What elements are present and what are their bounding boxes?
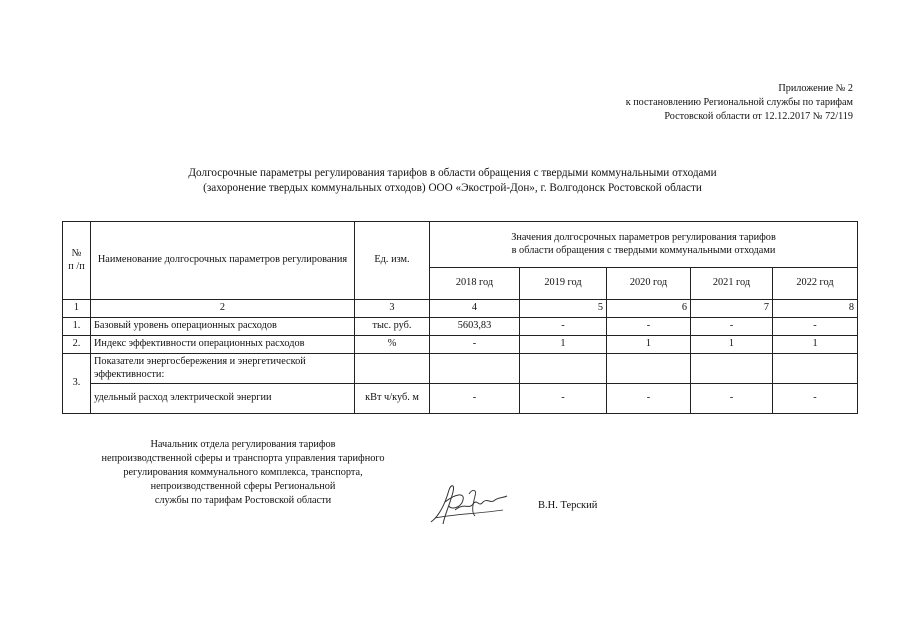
col-number: 5 <box>520 300 607 318</box>
row-value: 1 <box>520 336 607 354</box>
empty-cell <box>773 354 858 384</box>
row-name: Индекс эффективности операционных расходов <box>91 336 355 354</box>
header-values-line-2: в области обращения с твердыми коммунальными отходами <box>511 244 776 256</box>
row-num: 1. <box>63 318 91 336</box>
signer-title-line: службы по тарифам Ростовской области <box>154 495 332 506</box>
column-numbers-row <box>63 300 858 318</box>
handwritten-signature <box>425 480 515 528</box>
signer-title <box>78 438 408 508</box>
signer-title-line: непроизводственной сферы Региональной <box>150 481 336 492</box>
row-value: 1 <box>691 336 773 354</box>
row-unit: % <box>355 336 430 354</box>
signer-name: В.Н. Терский <box>538 500 598 511</box>
header-num-label: п /п <box>68 260 85 272</box>
year-2022: 2022 год <box>773 268 858 300</box>
row-value: 5603,83 <box>430 318 520 336</box>
row-value: - <box>520 318 607 336</box>
header-row <box>63 222 858 268</box>
row-value: 1 <box>607 336 691 354</box>
row-subname: удельный расход электрической энергии <box>91 384 355 414</box>
row-value: - <box>773 384 858 414</box>
header-values-line-1: Значения долгосрочных параметров регулирования тарифов <box>511 232 776 243</box>
parameters-table <box>62 221 858 414</box>
col-number: 2 <box>91 300 355 318</box>
col-number: 1 <box>63 300 91 318</box>
appendix-reference <box>626 82 853 124</box>
empty-cell <box>355 354 430 384</box>
header-num <box>63 222 91 300</box>
table-row <box>63 336 858 354</box>
header-num-sign: № <box>71 248 82 259</box>
signer-title-line: Начальник отдела регулирования тарифов <box>150 439 336 450</box>
row-name: Базовый уровень операционных расходов <box>91 318 355 336</box>
empty-cell <box>607 354 691 384</box>
header-unit: Ед. изм. <box>355 222 430 300</box>
empty-cell <box>430 354 520 384</box>
row-value: - <box>773 318 858 336</box>
document-title <box>80 166 825 196</box>
row-value: 1 <box>773 336 858 354</box>
empty-cell <box>520 354 607 384</box>
row-value: - <box>607 384 691 414</box>
row-value: - <box>607 318 691 336</box>
row-value: - <box>430 384 520 414</box>
col-number: 6 <box>607 300 691 318</box>
row-name: Показатели энергосбережения и энергетической эффективности: <box>91 354 355 384</box>
col-number: 8 <box>773 300 858 318</box>
empty-cell <box>691 354 773 384</box>
header-values <box>430 222 858 268</box>
table-row <box>63 384 858 414</box>
row-value: - <box>691 318 773 336</box>
signer-title-line: регулирования коммунального комплекса, транспорта, <box>123 467 363 478</box>
year-2019: 2019 год <box>520 268 607 300</box>
appendix-date: Ростовской области от 12.12.2017 № 72/119 <box>664 111 853 122</box>
year-2021: 2021 год <box>691 268 773 300</box>
year-2018: 2018 год <box>430 268 520 300</box>
row-unit: кВт ч/куб. м <box>355 384 430 414</box>
appendix-number: Приложение № 2 <box>778 83 853 94</box>
signer-title-line: непроизводственной сферы и транспорта управления тарифного <box>101 453 385 464</box>
header-name: Наименование долгосрочных параметров регулирования <box>91 222 355 300</box>
row-value: - <box>520 384 607 414</box>
col-number: 7 <box>691 300 773 318</box>
row-value: - <box>691 384 773 414</box>
year-2020: 2020 год <box>607 268 691 300</box>
title-line-1: Долгосрочные параметры регулирования тарифов в области обращения с твердыми коммунальными отходами <box>188 167 717 179</box>
col-number: 3 <box>355 300 430 318</box>
col-number: 4 <box>430 300 520 318</box>
row-value: - <box>430 336 520 354</box>
table-row <box>63 354 858 384</box>
row-num: 2. <box>63 336 91 354</box>
appendix-decree: к постановлению Региональной службы по тарифам <box>625 97 853 108</box>
row-unit: тыс. руб. <box>355 318 430 336</box>
row-num: 3. <box>63 354 91 414</box>
title-line-2: (захоронение твердых коммунальных отходов) ООО «Экострой-Дон», г. Волгодонск Ростовской области <box>203 182 702 194</box>
table-row <box>63 318 858 336</box>
